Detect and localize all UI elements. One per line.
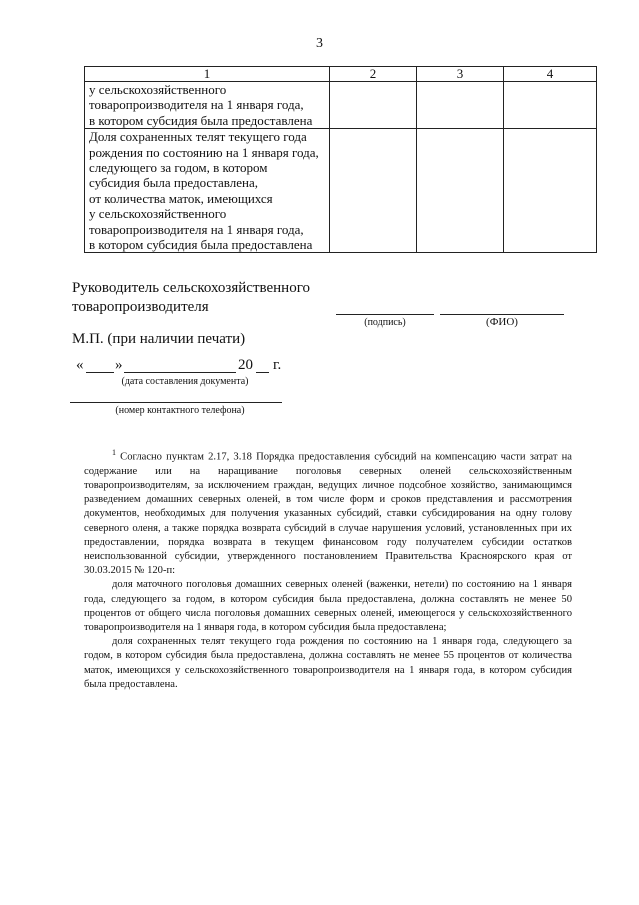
footnote-paragraph-3: доля сохраненных телят текущего года рождения по состоянию на 1 января года, следующего за годом, в котором субсидия была предоставлена, должна составлять не менее 55 процентов от количества маток, имеющихся у сельскохозяйственного товаропроизводителя на 1 января года, в котором субсидия была предоставлена. <box>84 636 572 690</box>
table-header-cell: 1 <box>85 67 330 82</box>
date-year-prefix: 20 <box>238 357 253 373</box>
date-open-quote: « <box>76 357 84 373</box>
footnote-main-text: Согласно пунктам 2.17, 3.18 Порядка предоставления субсидий на компенсацию части затрат на содержание или на наращивание поголовья северных оленей сельскохозяйственным товаропроизводителям, за исключением граждан, ведущих личное подсобное хозяйство, занимающимся разведением домашних северных оленей, в том числе форм и сроков представления и рассмотрения документов, необходимых для получения указанных субсидий, ставки субсидирования на одну голову северного оленя, а также порядка возврата субсидий в случае нарушения условий, установленных при их предоставлении, порядка возврата в текущем финансовом году получателем субсидии остатков неиспользованной субсидии, утвержденного постановлением Правительства Красноярского края от 30.03.2015 № 120-п: <box>84 451 572 577</box>
row-label-line: в котором субсидия была предоставлена <box>89 237 313 253</box>
date-day-line <box>86 372 114 373</box>
row-label-line: субсидия была предоставлена, <box>89 175 258 191</box>
table-cell <box>417 129 504 253</box>
table-cell <box>504 129 597 253</box>
signature-line <box>336 314 434 315</box>
footnote-main-paragraph <box>84 446 572 578</box>
row-label-line: Доля сохраненных телят текущего года <box>89 129 307 145</box>
data-table <box>84 66 597 253</box>
stamp-label: М.П. (при наличии печати) <box>72 331 246 347</box>
page-number: 3 <box>316 36 323 51</box>
head-title-line1: Руководитель сельскохозяйственного <box>72 280 310 296</box>
row-label-line: у сельскохозяйственного <box>89 206 227 222</box>
table-row <box>85 82 597 129</box>
footnote-paragraph-2: доля маточного поголовья домашних северных оленей (важенки, нетели) по состоянию на 1 января года, следующего за годом, в котором субсидия была предоставлена, должна составлять не менее 50 процентов от общего числа поголовья домашних северных оленей, имеющегося у сельскохозяйственного товаропроизводителя на 1 января года, в котором субсидия была предоставлена; <box>84 579 572 633</box>
row-label-line: товаропроизводителя на 1 января года, <box>89 221 304 237</box>
head-title-line2: товаропроизводителя <box>72 299 209 315</box>
footnote-mark: 1 <box>112 448 116 457</box>
table-row <box>85 129 597 253</box>
table-cell <box>504 82 597 129</box>
footnote <box>84 446 572 692</box>
row-label-line: у сельскохозяйственного <box>89 82 227 97</box>
table-header-cell: 4 <box>504 67 597 82</box>
table-cell <box>330 129 417 253</box>
date-year-line <box>256 372 269 373</box>
row-label-cell <box>85 82 330 129</box>
phone-line <box>70 402 282 403</box>
date-year-suffix: г. <box>273 357 282 373</box>
row-label-line: рождения по состоянию на 1 января года, <box>89 144 319 160</box>
date-close-quote: » <box>115 357 123 373</box>
date-caption: (дата составления документа) <box>121 376 249 387</box>
table-header-cell: 3 <box>417 67 504 82</box>
table-header-row <box>85 67 597 82</box>
date-month-line <box>124 372 236 373</box>
row-label-line: в котором субсидия была предоставлена <box>89 112 313 128</box>
signature-caption: (подпись) <box>364 317 406 328</box>
row-label-line: от количества маток, имеющихся <box>89 190 273 206</box>
fio-caption: (ФИО) <box>486 316 518 328</box>
phone-caption: (номер контактного телефона) <box>115 405 245 416</box>
row-label-cell <box>85 129 330 253</box>
table-header-cell: 2 <box>330 67 417 82</box>
row-label-line: товаропроизводителя на 1 января года, <box>89 97 304 113</box>
table-cell <box>330 82 417 129</box>
row-label-line: следующего за годом, в котором <box>89 160 268 176</box>
table-cell <box>417 82 504 129</box>
fio-line <box>440 314 564 315</box>
